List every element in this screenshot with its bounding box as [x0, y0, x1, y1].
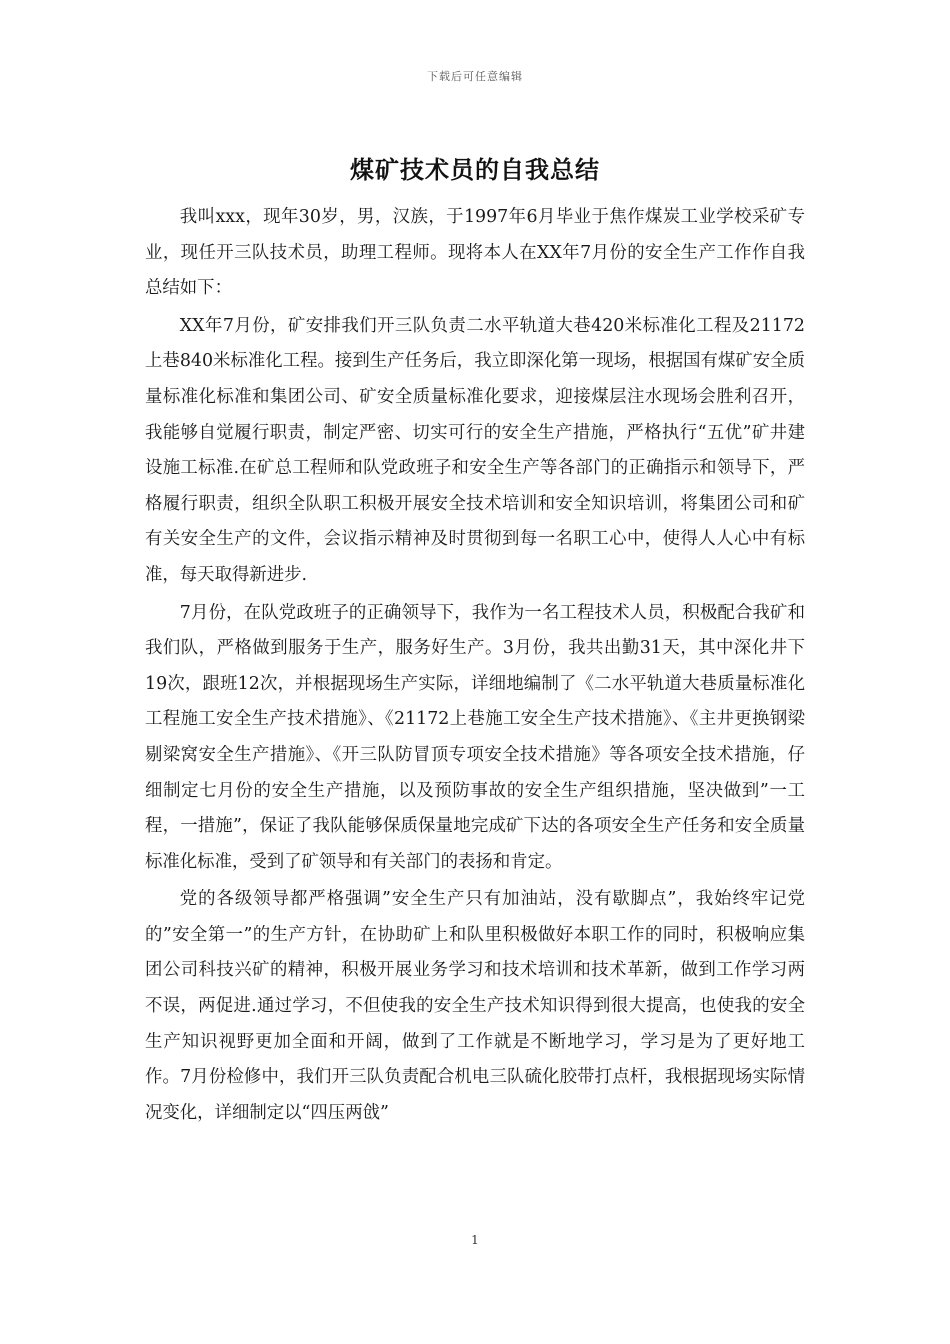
- header-note: 下载后可任意编辑: [427, 70, 523, 83]
- document-title: 煤矿技术员的自我总结: [350, 155, 600, 184]
- paragraph-intro: 我叫xxx，现年30岁，男，汉族，于1997年6月毕业于焦作煤炭工业学校采矿专业，现任开三队技术员，助理工程师。现将本人在XX年7月份的安全生产工作作自我总结如下：: [145, 207, 805, 299]
- paragraph-july-tasks: XX年7月份，矿安排我们开三队负责二水平轨道大巷420米标准化工程及21172上巷840米标准化工程。接到生产任务后，我立即深化第一现场，根据国有煤矿安全质量标准化标准和集团公司、矿安全质量标准化要求，迎接煤层注水现场会胜利召开，我能够自觉履行职责，制定严密、切实可行的安全生产措施，严格执行“五优”矿井建设施工标准.在矿总工程师和队党政班子和安全生产等各部门的正确指示和领导下，严格履行职责，组织全队职工积极开展安全技术培训和安全知识培训，将集团公司和矿有关安全生产的文件，会议指示精神及时贯彻到每一名职工心中，使得人人心中有标准，每天取得新进步.: [145, 315, 805, 585]
- paragraph-technical-measures: 7月份，在队党政班子的正确领导下，我作为一名工程技术人员，积极配合我矿和我们队，严格做到服务于生产，服务好生产。3月份，我共出勤31天，其中深化井下19次，跟班12次，并根据现场生产实际，详细地编制了《二水平轨道大巷质量标准化工程施工安全生产技术措施》、《21172上巷施工安全生产技术措施》、《主井更换钢梁剔梁窝安全生产措施》、《开三队防冒顶专项安全技术措施》等各项安全技术措施，仔细制定七月份的安全生产措施，以及预防事故的安全生产组织措施，坚决做到”一工程，一措施”，保证了我队能够保质保量地完成矿下达的各项安全生产任务和安全质量标准化标准，受到了矿领导和有关部门的表扬和肯定。: [145, 602, 805, 872]
- document-body: [145, 200, 805, 1131]
- page-number: 1: [471, 1233, 479, 1247]
- paragraph-safety-learning: 党的各级领导都严格强调”安全生产只有加油站，没有歇脚点”，我始终牢记党的”安全第一”的生产方针，在协助矿上和队里积极做好本职工作的同时，积极响应集团公司科技兴矿的精神，积极开展业务学习和技术培训和技术革新，做到工作学习两不误，两促进.通过学习，不但使我的安全生产技术知识得到很大提高，也使我的安全生产知识视野更加全面和开阔，做到了工作就是不断地学习，学习是为了更好地工作。7月份检修中，我们开三队负责配合机电三队硫化胶带打点杆，我根据现场实际情况变化，详细制定以“四压两戗”: [145, 889, 805, 1123]
